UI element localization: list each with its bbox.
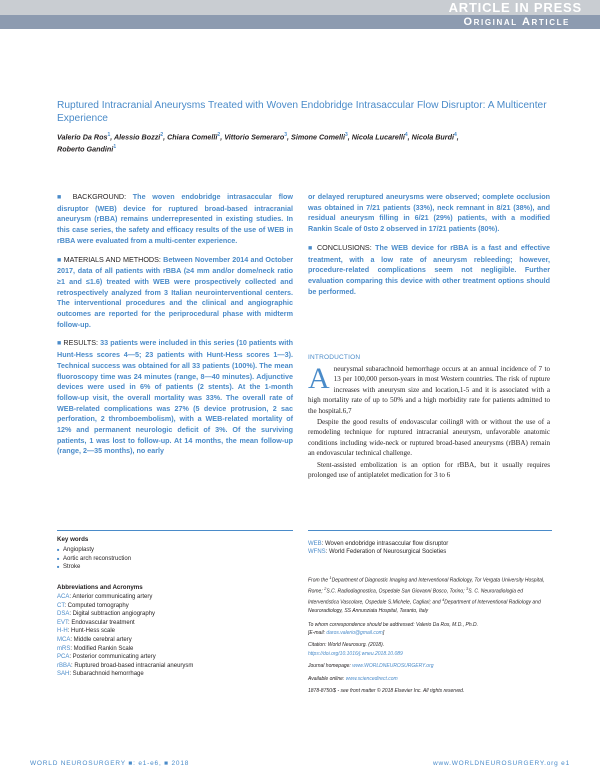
copyright: 1878-8750/$ - see front matter © 2018 Elsevier Inc. All rights reserved. xyxy=(308,688,465,695)
abstract-results-cont: or delayed reruptured aneurysms were observed; complete occlusion was obtained in 7/21 patients (33%), neck remnant in 8/21 (38%), and residual aneurysm filling in 6/21 (29%) patients, with a modified Rankin Scale of 0sto 2 observed in 17/21 patients (80%). xyxy=(308,192,550,234)
abbreviation-item: ACA: Anterior communicating artery xyxy=(57,594,153,600)
abbreviation-item: PCA: Posterior communicating artery xyxy=(57,654,156,661)
abbreviations-title: Abbreviations and Acronyms xyxy=(57,584,143,591)
abstract-right-column xyxy=(308,192,550,305)
abbreviation-item: EVT: Endovascular treatment xyxy=(57,619,135,626)
abstract-methods: ■ MATERIALS AND METHODS: Between November 2014 and October 2017, data of all patients with rBBA (≥4 mm and/or dome/neck ratio ≥1 and ≤1.6) treated with WEB were prospectively collected and retrospectively analyzed from 3 Italian neurointerventional centers. The interventional procedures and the clinical and angiographic outcomes are reported for the periprocedural phase with midterm follow-up. xyxy=(57,254,293,329)
abbreviation-item: SAH: Subarachnoid hemorrhage xyxy=(57,671,144,678)
abstract-results: ■ RESULTS: 33 patients were included in this series (10 patients with Hunt-Hess scores 4—5; 23 patients with Hunt-Hess scores 1—3). Technical success was obtained for all 33 patients (100%). The mean fluoroscopy time was 24 minutes (range, 8—40 minutes). Adjunctive devices were used in 6% of patients (2 stents). At the 1-month follow-up visit, the overall mortality was 33%. The overall rate of WEB-related complications was 27% (5 device protrusion, 2 sac perforation, 2 thromboembolism), with a WEB-related mortality of 12% and permanent neurologic deficit of 3%. Of the surviving patients, 1 was lost to follow-up. At 14 months, the mean follow-up (range, 2—35 months), no early xyxy=(57,338,293,456)
sciencedirect-link[interactable]: www.sciencedirect.com xyxy=(345,675,398,682)
keyword-item: ■ Stroke xyxy=(57,563,131,572)
keyword-item: ■ Angioplasty xyxy=(57,546,131,555)
citation: Citation: World Neurosurg. (2018). xyxy=(308,642,385,649)
dropcap: A xyxy=(308,362,330,395)
keyword-item: ■ Aortic arch reconstruction xyxy=(57,555,131,564)
abbreviation-item: mRS: Modified Rankin Scale xyxy=(57,645,134,652)
abbreviation-item: DSA: Digital subtraction angiography xyxy=(57,611,156,618)
abbreviation-item: MCA: Middle cerebral artery xyxy=(57,636,132,643)
right-divider xyxy=(308,530,552,531)
abstract-background: ■ BACKGROUND: The woven endobridge intrasaccular flow disruptor (WEB) device for ruptured broad-based intracranial aneurysm (rBBA) remains underrepresented in existing studies. In this case series, the safety and efficacy results of the use of WEB in rBBA were evaluated from a multi-center experience. xyxy=(57,192,293,245)
article-type-banner: Original Article xyxy=(0,15,600,29)
affiliations: From the $^1$Department of Diagnostic Imaging and Interventional Radiology, Tor Vergata University Hospital, Rome; $^2$S.C. Radiodiagnostica, Ospedale San Giovanni Bosco, Torino; $^3$S. C. Neuroradiologia ed Interventistica Vascolare, Ospedale S.Michele, Cagliari; and $^4$Department of Interventional Radiology and Neuroradiology, SS Annunziata Hospital, Taranto, Italy xyxy=(308,575,545,615)
abbreviation-item: WFNS: World Federation of Neurosurgical Societies xyxy=(308,549,447,556)
homepage-line: Journal homepage: www.WORLDNEUROSURGERY.org xyxy=(308,663,434,670)
abbreviation-item: H-H: Hunt-Hess scale xyxy=(57,628,116,635)
keywords-list xyxy=(57,546,131,572)
abbreviations-list xyxy=(57,593,287,679)
homepage-link[interactable]: www.WORLDNEUROSURGERY.org xyxy=(352,663,434,670)
abbreviations-continued xyxy=(308,540,552,557)
article-title: Ruptured Intracranial Aneurysms Treated with Woven Endobridge Intrasaccular Flow Disruptor: A Multicenter Experience xyxy=(57,100,547,124)
abstract-left-column xyxy=(57,192,293,465)
introduction-body: Aneurysmal subarachnoid hemorrhage occurs at an annual incidence of 7 to 13 per 100,000 person-years in most Western countries. The risk of rupture increases with aneurysm size and location,1-5 and it is associated with a high mortality rate of up to 50% and a high morbidity rate for patients admitted to the hospital.6,7 Despite the good results of endovascular coiling8 with or without the use of a remodeling technique for ruptured intracranial aneurysm, unfavorable anatomic conditions including wide-neck or ruptured broad-based aneurysms (rBBA) remain an endovascular technical challenge. Stent-assisted embolization is an option for rBBA, but it usually requires prolonged use of antiplatelet medication for 3 to 6 xyxy=(308,362,550,480)
abstract-conclusions: ■ CONCLUSIONS: The WEB device for rBBA is a fast and effective treatment, with a low rate of aneurysm rebleeding; however, procedure-related complications seem not negligible. Further evaluation comparing this device with other treatment options should be performed. xyxy=(308,242,551,296)
abbreviation-item: CT: Computed tomography xyxy=(57,602,129,609)
article-in-press-banner: ARTICLE IN PRESS xyxy=(0,0,600,15)
abbreviation-item: WEB: Woven endobridge intrasaccular flow disruptor xyxy=(308,541,449,547)
introduction-heading: INTRODUCTION xyxy=(308,354,361,361)
footer-journal: WORLD NEUROSURGERY ■: e1-e6, ■ 2018 xyxy=(30,760,190,767)
author-list: Valerio Da Ros$^1$, Alessio Bozzi$^2$, Chiara Comelli$^2$, Vittorio Semeraro$^3$, Simone Comelli$^3$, Nicola Lucarelli$^4$, Nicola Burdi$^4$, Roberto Gandini$^1$ xyxy=(57,132,459,154)
footer-url[interactable]: www.WORLDNEUROSURGERY.org e1 xyxy=(432,760,570,767)
online-line: Available online: www.sciencedirect.com xyxy=(308,675,398,682)
doi-link[interactable]: https://doi.org/10.1016/j.wneu.2018.10.089 xyxy=(308,650,403,657)
email-link[interactable]: daros.valerio@gmail.com xyxy=(326,630,383,636)
correspondence: To whom correspondence should be addressed: Valerio Da Ros, M.D., Ph.D. xyxy=(308,621,478,628)
email-line: [E-mail: daros.valerio@gmail.com] xyxy=(308,630,385,636)
left-divider xyxy=(57,530,293,531)
affiliation-block xyxy=(308,574,552,695)
abbreviation-item: rBBA: Ruptured broad-based intracranial aneurysm xyxy=(57,662,194,669)
keywords-title: Key words xyxy=(57,536,89,543)
